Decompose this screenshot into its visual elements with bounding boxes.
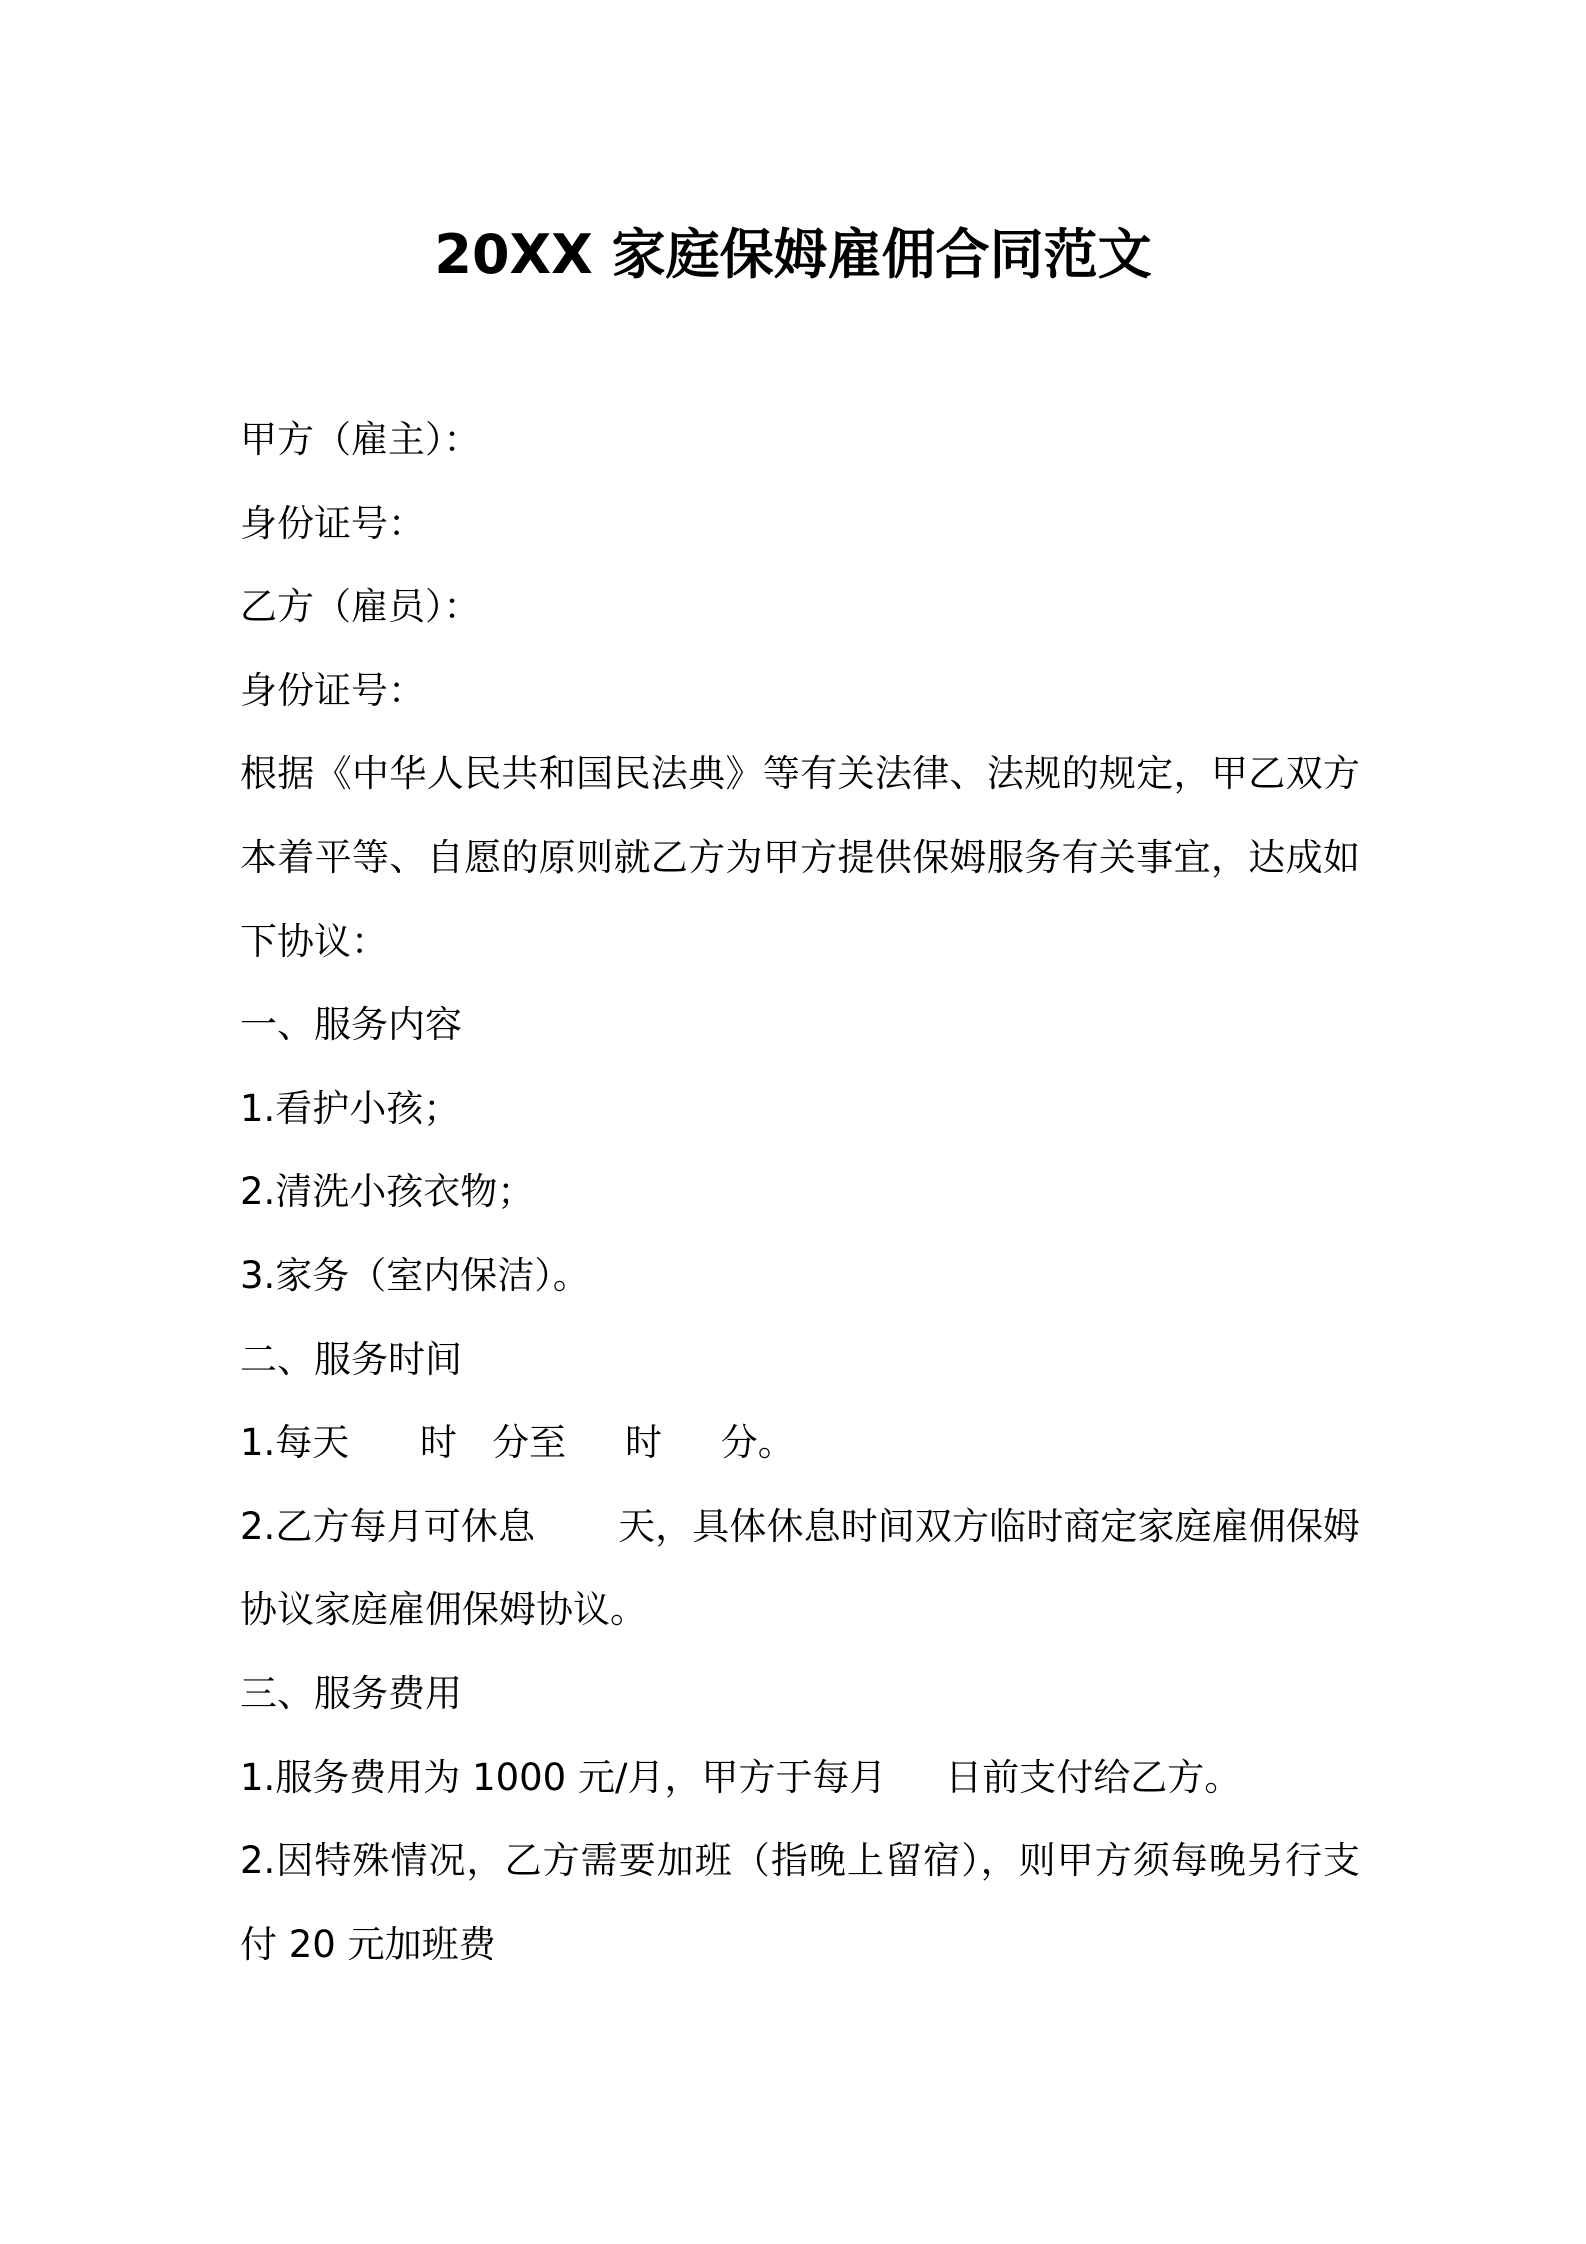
document-line: 身份证号： <box>240 501 425 545</box>
document-line: 1.服务费用为 1000 元/月，甲方于每月 日前支付给乙方。 <box>240 1755 1242 1799</box>
document-line: 协议家庭雇佣保姆协议。 <box>240 1588 647 1632</box>
document-line: 下协议： <box>240 919 388 963</box>
document-line: 三、服务费用 <box>240 1671 462 1715</box>
document-line: 二、服务时间 <box>240 1337 462 1381</box>
document-line: 身份证号： <box>240 668 425 712</box>
document-line: 2.乙方每月可休息 天，具体休息时间双方临时商定家庭雇佣保姆 <box>240 1504 1360 1548</box>
document-line: 2.清洗小孩衣物； <box>240 1170 535 1214</box>
document-line: 1.每天 时 分至 时 分。 <box>240 1421 795 1465</box>
document-body <box>240 398 1360 1986</box>
document-line: 本着平等、自愿的原则就乙方为甲方提供保姆服务有关事宜，达成如 <box>240 835 1360 879</box>
document-line: 1.看护小孩； <box>240 1086 461 1130</box>
document-line: 3.家务（室内保洁）。 <box>240 1253 590 1297</box>
document-line: 甲方（雇主）： <box>240 418 481 461</box>
document-line: 付 20 元加班费 <box>240 1922 496 1966</box>
document-title: 20XX 家庭保姆雇佣合同范文 <box>434 223 1152 286</box>
document-line: 一、服务内容 <box>240 1003 462 1047</box>
document-line: 根据《中华人民共和国民法典》等有关法律、法规的规定，甲乙双方 <box>240 752 1360 796</box>
document-line: 2.因特殊情况，乙方需要加班（指晚上留宿），则甲方须每晚另行支 <box>240 1839 1360 1883</box>
document-line: 乙方（雇员）： <box>240 585 481 629</box>
